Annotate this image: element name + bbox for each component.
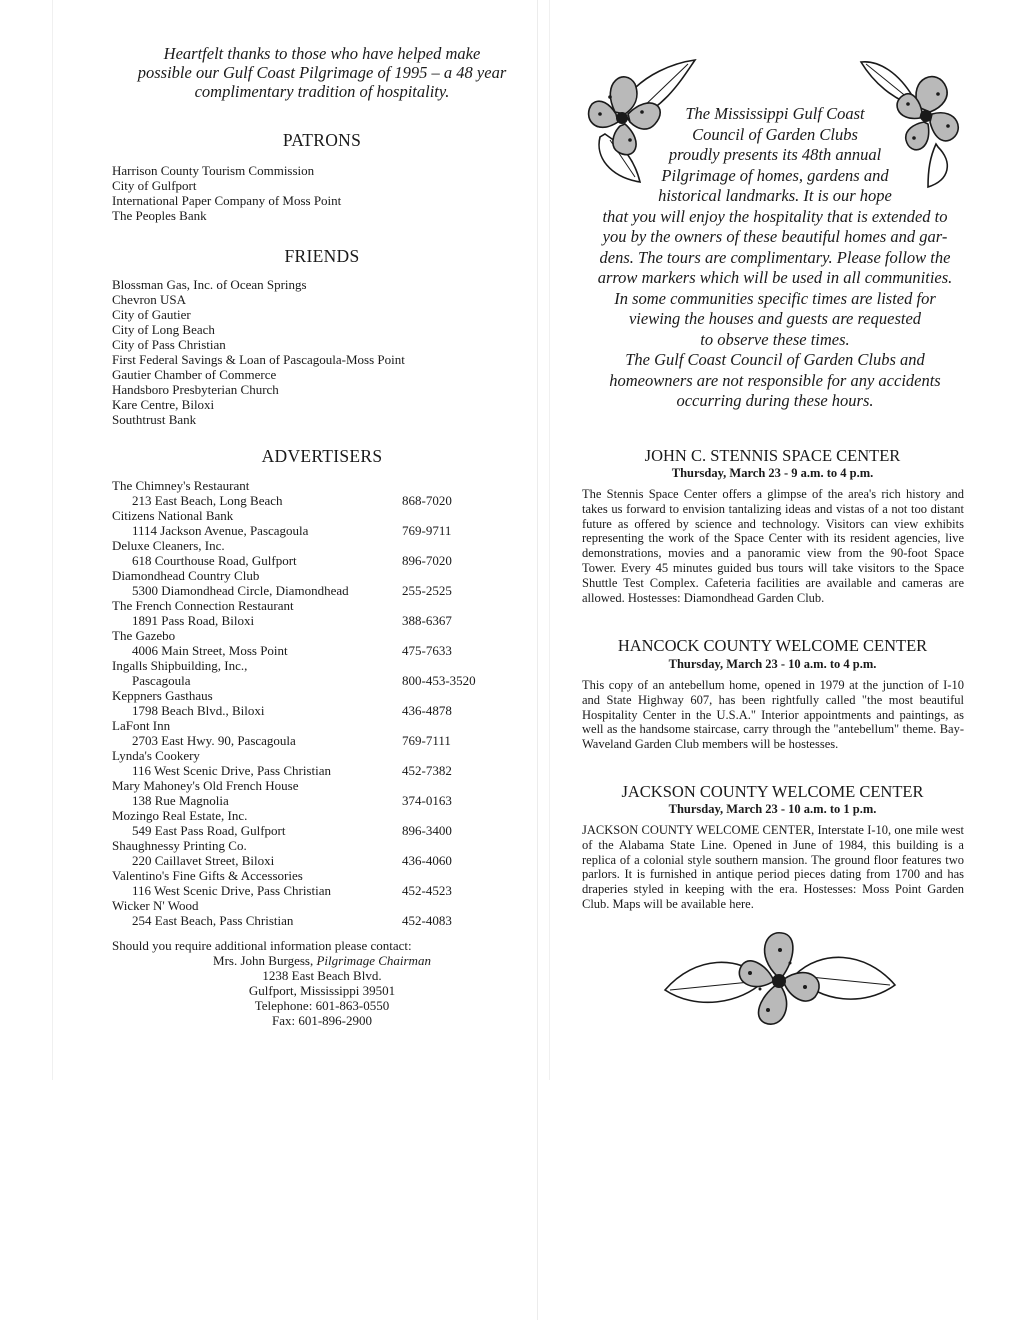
intro-paragraph — [570, 104, 980, 412]
intro-line: homeowners are not responsible for any accidents — [609, 370, 941, 390]
intro-line: The Gulf Coast Council of Garden Clubs and — [625, 350, 925, 369]
intro-line: The Mississippi Gulf Coast — [685, 104, 865, 123]
section-title-hancock: HANCOCK COUNTY WELCOME CENTER — [617, 636, 928, 655]
page-edge-left — [52, 0, 53, 1080]
advertiser-phone: 374-0163 — [402, 793, 452, 808]
friend-item: City of Gautier — [112, 307, 191, 322]
advertiser-phone: 436-4060 — [402, 853, 452, 868]
advertiser-entry — [112, 568, 492, 598]
contact-lead: Should you require additional information please contact: — [112, 938, 412, 953]
friend-item: Gautier Chamber of Commerce — [112, 367, 277, 382]
section-body-hancock: This copy of an antebellum home, opened in 1979 at the junction of I-10 and State Highway 607, has been rightfully called "the most beautiful Hospitality Center in the U.S.A." Interior appointments and paintings, as well as the handsome staircase, carry through the "antebellum" theme. Bay-Waveland Garden Club members will be hostesses. — [582, 678, 964, 752]
thanks-line: complimentary tradition of hospitality. — [194, 82, 450, 101]
advertiser-name: Mozingo Real Estate, Inc. — [112, 808, 248, 823]
section-body-stennis: The Stennis Space Center offers a glimpse of the area's rich history and takes us forward to envision tantalizing ideas and vistas of a not too distant future as offered by science and technology. Visitors can view exhibits representing the work of the Space Center with its resident agencies, live demonstrations, movies and a panoramic view from the 90-foot Space Tower. Every 45 minutes guided bus tours will take visitors to the Space Shuttle Test Complex. Cafeteria facilities are available and cameras are allowed. Hostesses: Diamondhead Garden Club. — [582, 487, 964, 605]
advertiser-entry — [112, 508, 492, 538]
advertiser-phone: 452-4523 — [402, 883, 452, 898]
advertiser-name: The Chimney's Restaurant — [112, 478, 250, 493]
section-title-stennis: JOHN C. STENNIS SPACE CENTER — [644, 446, 901, 465]
advertiser-entry — [112, 718, 492, 748]
advertiser-address: 116 West Scenic Drive, Pass Christian — [132, 763, 331, 778]
contact-role: Pilgrimage Chairman — [316, 953, 431, 968]
advertiser-name: The French Connection Restaurant — [112, 598, 294, 613]
contact-name-line — [112, 953, 532, 968]
contact-street: 1238 East Beach Blvd. — [262, 968, 382, 983]
advertiser-phone: 475-7633 — [402, 643, 452, 658]
advertiser-address: 213 East Beach, Long Beach — [132, 493, 283, 508]
contact-name: Mrs. John Burgess, — [213, 953, 314, 968]
advertiser-name: Shaughnessy Printing Co. — [112, 838, 247, 853]
friend-item: Southtrust Bank — [112, 412, 197, 427]
advertiser-entry — [112, 628, 492, 658]
advertiser-name: Mary Mahoney's Old French House — [112, 778, 299, 793]
advertiser-entry — [112, 838, 492, 868]
advertiser-phone: 452-4083 — [402, 913, 452, 928]
advertiser-address: 5300 Diamondhead Circle, Diamondhead — [132, 583, 349, 598]
advertiser-name: The Gazebo — [112, 628, 176, 643]
advertiser-name: Ingalls Shipbuilding, Inc., — [112, 658, 248, 673]
section-title-jackson: JACKSON COUNTY WELCOME CENTER — [621, 782, 924, 801]
advertiser-entry — [112, 748, 492, 778]
contact-telephone: Telephone: 601-863-0550 — [254, 998, 390, 1013]
advertiser-address: 254 East Beach, Pass Christian — [132, 913, 294, 928]
advertiser-name: Valentino's Fine Gifts & Accessories — [112, 868, 303, 883]
intro-line: that you will enjoy the hospitality that is extended to — [602, 206, 948, 226]
advertiser-phone: 868-7020 — [402, 493, 452, 508]
intro-line: viewing the houses and guests are requested — [628, 309, 922, 328]
advertiser-phone: 769-9711 — [402, 523, 452, 538]
intro-line: historical landmarks. It is our hope — [658, 186, 892, 205]
advertiser-address: Pascagoula — [132, 673, 191, 688]
intro-line: proudly presents its 48th annual — [668, 145, 882, 164]
advertiser-name: Lynda's Cookery — [112, 748, 200, 763]
friend-item: Handsboro Presbyterian Church — [112, 382, 279, 397]
advertiser-name: Wicker N' Wood — [112, 898, 199, 913]
friend-item: First Federal Savings & Loan of Pascagoula-Moss Point — [112, 352, 405, 367]
thanks-paragraph — [112, 44, 532, 101]
advertiser-entry — [112, 868, 492, 898]
friend-item: City of Long Beach — [112, 322, 215, 337]
advertiser-phone: 452-7382 — [402, 763, 452, 778]
advertiser-address: 138 Rue Magnolia — [132, 793, 229, 808]
thanks-line: Heartfelt thanks to those who have helped make — [163, 44, 481, 63]
advertiser-entry — [112, 478, 492, 508]
intro-line: Pilgrimage of homes, gardens and — [661, 165, 889, 185]
friend-item: Chevron USA — [112, 292, 187, 307]
advertiser-phone: 896-3400 — [402, 823, 452, 838]
advertiser-entry — [112, 898, 492, 928]
intro-line: you by the owners of these beautiful homes and gar- — [602, 227, 948, 246]
page-edge-right — [549, 0, 550, 1080]
contact-fax: Fax: 601-896-2900 — [271, 1013, 373, 1028]
advertiser-phone: 388-6367 — [402, 613, 452, 628]
advertiser-name: LaFont Inn — [112, 718, 171, 733]
advertiser-address: 1891 Pass Road, Biloxi — [132, 613, 255, 628]
advertiser-phone: 769-7111 — [402, 733, 451, 748]
advertiser-address: 4006 Main Street, Moss Point — [132, 643, 288, 658]
advertiser-address: 116 West Scenic Drive, Pass Christian — [132, 883, 331, 898]
advertiser-phone: 800-453-3520 — [402, 673, 476, 688]
patron-item: Harrison County Tourism Commission — [112, 163, 315, 178]
advertiser-address: 549 East Pass Road, Gulfport — [132, 823, 286, 838]
patron-item: The Peoples Bank — [112, 208, 207, 223]
advertisers-list — [112, 478, 492, 928]
intro-line: dens. The tours are complimentary. Please follow the — [599, 247, 951, 267]
contact-city: Gulfport, Mississippi 39501 — [248, 983, 396, 998]
advertiser-phone: 255-2525 — [402, 583, 452, 598]
friends-heading: FRIENDS — [284, 246, 360, 266]
advertiser-address: 2703 East Hwy. 90, Pascagoula — [132, 733, 296, 748]
advertiser-name: Keppners Gasthaus — [112, 688, 213, 703]
advertiser-entry — [112, 658, 492, 688]
friends-list — [112, 277, 405, 427]
patrons-heading: PATRONS — [282, 130, 362, 150]
page-fold — [537, 0, 538, 1320]
friend-item: Kare Centre, Biloxi — [112, 397, 215, 412]
dogwood-flower-bottom-icon — [660, 925, 900, 1040]
advertiser-address: 1114 Jackson Avenue, Pascagoula — [132, 523, 309, 538]
intro-line: arrow markers which will be used in all communities. — [597, 268, 953, 287]
advertiser-phone: 436-4878 — [402, 703, 452, 718]
section-subtitle-hancock: Thursday, March 23 - 10 a.m. to 4 p.m. — [668, 657, 877, 671]
friend-item: Blossman Gas, Inc. of Ocean Springs — [112, 277, 307, 292]
advertiser-name: Diamondhead Country Club — [112, 568, 260, 583]
advertiser-address: 1798 Beach Blvd., Biloxi — [132, 703, 265, 718]
advertiser-name: Deluxe Cleaners, Inc. — [112, 538, 225, 553]
section-subtitle-stennis: Thursday, March 23 - 9 a.m. to 4 p.m. — [671, 466, 874, 480]
intro-line: In some communities specific times are listed for — [614, 288, 936, 308]
thanks-line: possible our Gulf Coast Pilgrimage of 1995 – a 48 year — [137, 63, 507, 82]
intro-line: to observe these times. — [700, 329, 850, 349]
intro-line: Council of Garden Clubs — [692, 124, 858, 144]
intro-line: occurring during these hours. — [676, 391, 874, 410]
advertisers-heading: ADVERTISERS — [261, 446, 383, 466]
advertiser-entry — [112, 778, 492, 808]
advertiser-phone: 896-7020 — [402, 553, 452, 568]
contact-block — [112, 938, 532, 1028]
advertiser-entry — [112, 598, 492, 628]
section-subtitle-jackson: Thursday, March 23 - 10 a.m. to 1 p.m. — [668, 802, 877, 816]
patron-item: City of Gulfport — [112, 178, 197, 193]
advertiser-entry — [112, 688, 492, 718]
advertiser-address: 618 Courthouse Road, Gulfport — [132, 553, 297, 568]
advertiser-address: 220 Caillavet Street, Biloxi — [132, 853, 275, 868]
patron-item: International Paper Company of Moss Point — [112, 193, 342, 208]
advertiser-entry — [112, 808, 492, 838]
section-body-jackson: JACKSON COUNTY WELCOME CENTER, Interstate I-10, one mile west of the Alabama State Line. Opened in June of 1984, this building is a replica of a colonial style southern mansion. The ground floor features two parlors. It is furnished in antique period pieces dating from 1700 and has draperies styled in keeping with the era. Hostesses: Moss Point Garden Club. Maps will be available here. — [582, 823, 964, 911]
friend-item: City of Pass Christian — [112, 337, 226, 352]
advertiser-name: Citizens National Bank — [112, 508, 234, 523]
patrons-list — [112, 163, 341, 223]
advertiser-entry — [112, 538, 492, 568]
